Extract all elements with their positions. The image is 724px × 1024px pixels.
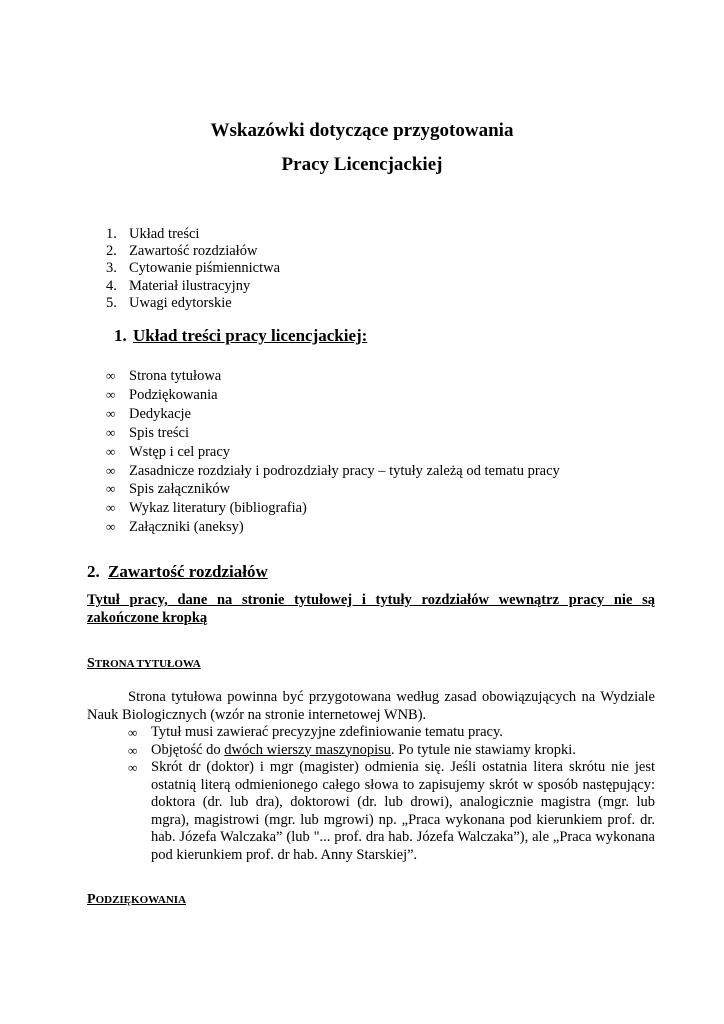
bullet-icon: ∞ <box>106 500 116 516</box>
toc-item <box>106 243 280 260</box>
list-item <box>106 405 560 424</box>
toc-label: Cytowanie piśmiennictwa <box>129 260 281 277</box>
toc-label: Zawartość rozdziałów <box>129 243 258 260</box>
list-item <box>106 424 560 443</box>
bullet-icon: ∞ <box>106 386 116 402</box>
bullet-icon: ∞ <box>128 725 138 740</box>
paragraph-text: Strona tytułowa powinna być przygotowana według zasad obowiązujących na Wydziale Nauk Biologicznych (wzór na stronie internetowej WNB). <box>87 689 655 723</box>
document-title-line1: Wskazówki dotyczące przygotowania <box>210 120 514 141</box>
section2-title: Zawartość rozdziałów <box>108 562 268 581</box>
list-item-label: Skrót dr (doktor) i mgr (magister) odmienia się. Jeśli ostatnia litera skrótu nie jest ostatnią literą odmienionego całego słowa to zapisujemy skrót w sposób następujący: doktora (dr. lub dra), doktorowi (dr. lub drowi), analogicznie magistra (mgr. lub mgra), magistrowi (mgr. lub mgrowi) np. „Praca wykonana pod kierunkiem prof. dr. hab. Józefa Walczaka” (lub "... prof. dra hab. Józefa Walczaka”), ale „Praca wykonana pod kierunkiem prof. dr hab. Anny Starskiej”. <box>151 759 655 863</box>
toc-label: Materiał ilustracyjny <box>129 277 251 294</box>
toc-number: 1. <box>106 226 117 242</box>
section2-heading <box>87 562 268 582</box>
table-of-contents <box>106 226 280 312</box>
bullet-icon: ∞ <box>106 462 116 478</box>
section1-title: Układ treści pracy licencjackiej: <box>133 326 368 345</box>
bullet-icon: ∞ <box>106 405 116 421</box>
toc-number: 3. <box>106 260 117 277</box>
section2-note: Tytuł pracy, dane na stronie tytułowej i tytuły rozdziałów wewnątrz pracy nie są zakończone kropką <box>87 592 655 626</box>
heading-initial: S <box>87 656 95 671</box>
list-item-label: Wykaz literatury (bibliografia) <box>129 500 307 517</box>
bullet-icon: ∞ <box>106 443 116 459</box>
document-title-line2: Pracy Licencjackiej <box>281 154 443 175</box>
list-item <box>128 742 655 760</box>
list-item-label: Spis treści <box>129 424 190 441</box>
list-item <box>106 386 560 405</box>
list-item-label: Strona tytułowa <box>129 368 222 384</box>
toc-label: Uwagi edytorskie <box>129 294 232 311</box>
strona-tytulowa-list <box>128 724 655 864</box>
strona-tytulowa-heading <box>87 656 201 672</box>
toc-item <box>106 295 280 312</box>
list-item <box>128 759 655 864</box>
list-item-label: Zasadnicze rozdziały i podrozdziały pracy – tytuły zależą od tematu pracy <box>129 462 560 479</box>
heading-rest: ODZIĘKOWANIA <box>95 894 187 906</box>
heading-initial: P <box>87 892 96 907</box>
list-item <box>106 462 560 481</box>
bullet-icon: ∞ <box>106 368 116 383</box>
toc-number: 5. <box>106 294 117 311</box>
section1-list <box>106 367 560 537</box>
heading-rest: TRONA TYTUŁOWA <box>94 658 201 670</box>
section1-heading <box>114 326 367 346</box>
bullet-icon: ∞ <box>106 424 116 440</box>
bullet-icon: ∞ <box>128 760 138 775</box>
podziekowania-heading <box>87 892 186 908</box>
toc-item <box>106 278 280 295</box>
section1-number: 1. <box>114 326 127 345</box>
bullet-icon: ∞ <box>128 742 138 758</box>
section2-number: 2. <box>87 562 100 581</box>
list-item <box>106 518 560 537</box>
toc-number: 4. <box>106 277 117 294</box>
toc-label: Układ treści <box>129 226 200 242</box>
list-item <box>106 480 560 499</box>
list-item-label: Tytuł musi zawierać precyzyjne zdefiniowanie tematu pracy. <box>151 724 503 740</box>
underlined-phrase: dwóch wierszy maszynopisu <box>224 741 392 758</box>
bullet-icon: ∞ <box>106 519 116 535</box>
list-item-label: Spis załączników <box>129 481 231 498</box>
list-item <box>106 367 560 386</box>
toc-item <box>106 260 280 277</box>
list-item-label: Dedykacje <box>129 405 191 422</box>
strona-tytulowa-paragraph <box>87 689 655 724</box>
list-item-label-start: Objętość do <box>151 741 225 758</box>
list-item-label: Załączniki (aneksy) <box>129 519 244 536</box>
bullet-icon: ∞ <box>106 481 116 497</box>
list-item-label: Podziękowania <box>129 386 218 403</box>
list-item <box>128 724 655 742</box>
toc-item <box>106 226 280 243</box>
list-item-label: Wstęp i cel pracy <box>129 443 231 460</box>
list-item-label-end: . Po tytule nie stawiamy kropki. <box>391 741 576 758</box>
list-item <box>106 499 560 518</box>
toc-number: 2. <box>106 243 117 260</box>
list-item <box>106 443 560 462</box>
